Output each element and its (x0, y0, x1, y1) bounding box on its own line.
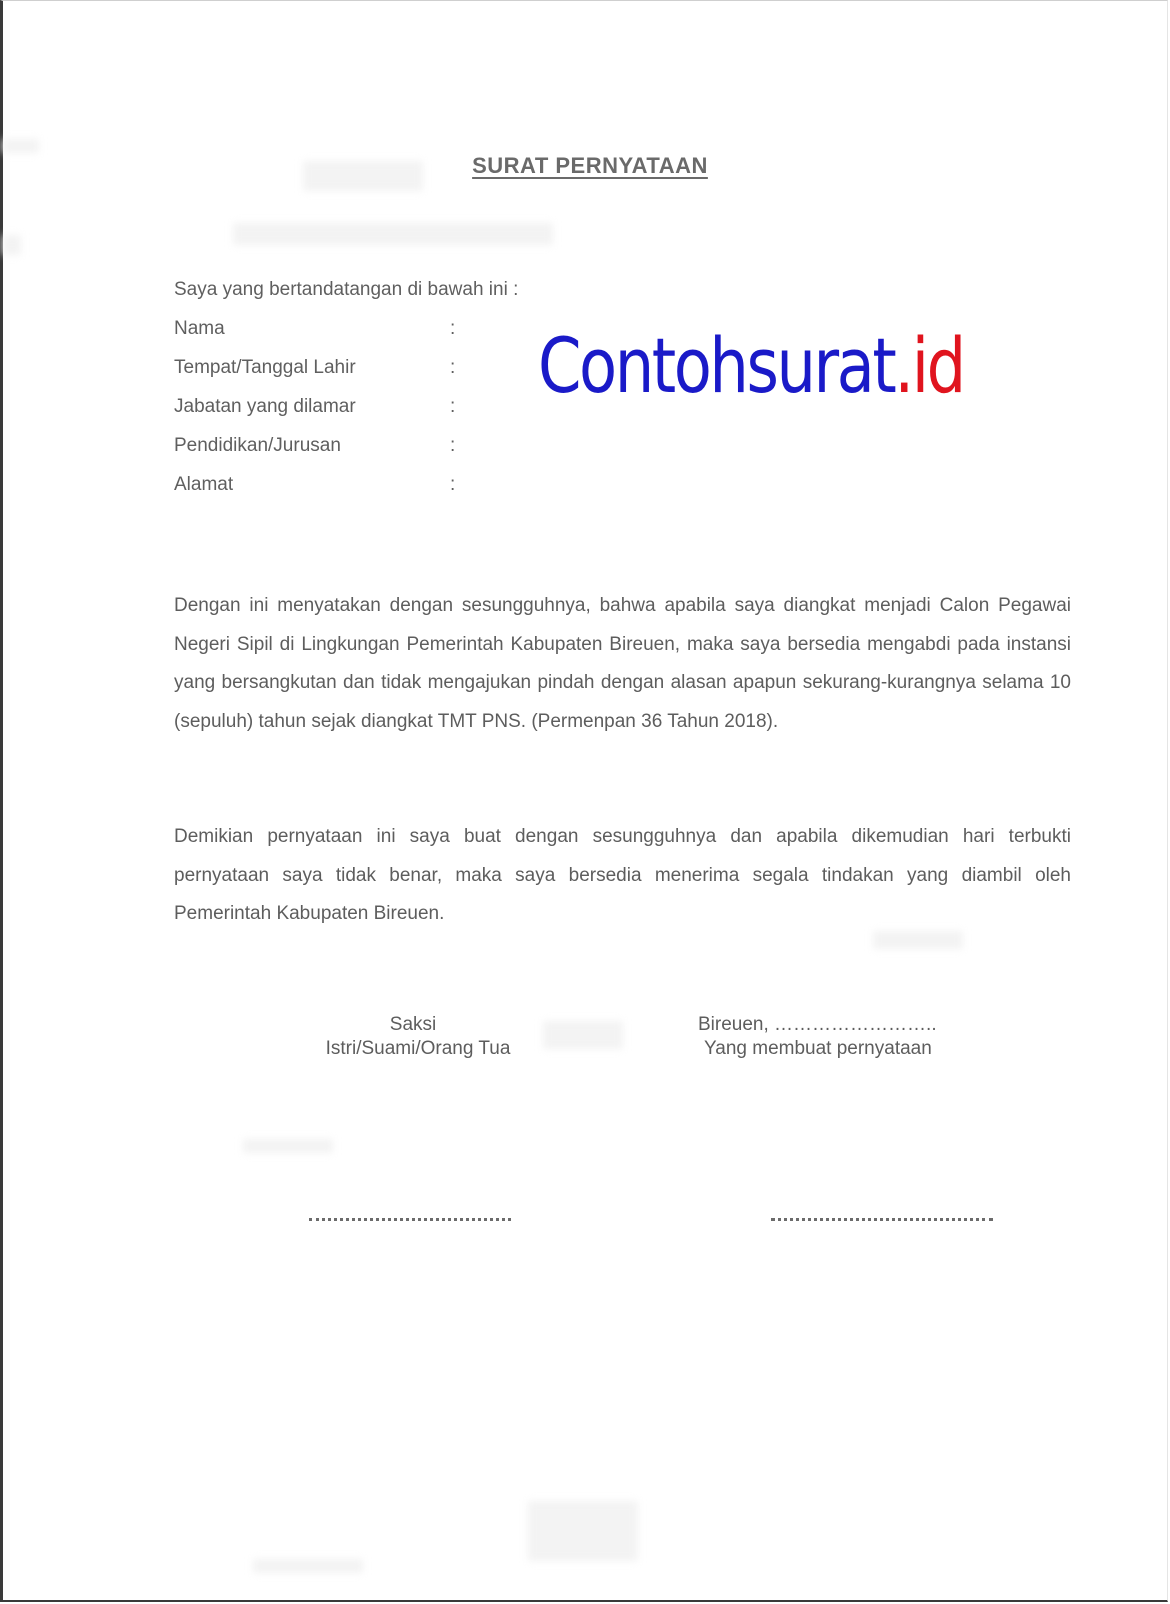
signature-line-right (771, 1218, 993, 1221)
watermark-tld: id (911, 321, 964, 410)
watermark-main: Contohsurat (538, 321, 895, 410)
field-pendidikan (174, 435, 464, 457)
closing-paragraph: Demikian pernyataan ini saya buat dengan sesungguhnya dan apabila dikemudian hari terbukti pernyataan saya tidak benar, maka saya bersedia menerima segala tindakan yang diambil oleh Pemerintah Kabupaten Bireuen. (174, 826, 1071, 924)
field-colon: : (450, 396, 456, 417)
signature-line-left (309, 1218, 511, 1221)
field-colon: : (450, 357, 456, 378)
scan-smudge (243, 1139, 333, 1153)
scan-smudge (233, 223, 553, 245)
signature-left-relation: Istri/Suami/Orang Tua (325, 1038, 511, 1059)
watermark-logo (538, 321, 964, 410)
field-tempat-tanggal-lahir (174, 357, 464, 379)
field-colon: : (450, 318, 456, 339)
statement-paragraph: Dengan ini menyatakan dengan sesungguhnya, bahwa apabila saya diangkat menjadi Calon Pegawai Negeri Sipil di Lingkungan Pemerintah Kabupaten Bireuen, maka saya bersedia mengabdi pada instansi yang bersangkutan dan tidak mengajukan pindah dengan alasan apapun sekurang-kurangnya selama 10 (sepuluh) tahun sejak diangkat TMT PNS. (Permenpan 36 Tahun 2018). (174, 595, 1071, 732)
scan-smudge (253, 1559, 363, 1573)
field-colon: : (450, 474, 456, 495)
field-label: Jabatan yang dilamar (174, 396, 356, 417)
signature-left (303, 1014, 533, 1060)
scan-smudge (528, 1501, 638, 1561)
document-title-text: SURAT PERNYATAAN (472, 153, 708, 178)
field-nama (174, 318, 464, 340)
field-label: Pendidikan/Jurusan (174, 435, 341, 456)
document-title (3, 153, 1167, 179)
signature-right-role: Yang membuat pernyataan (704, 1038, 932, 1059)
field-label: Tempat/Tanggal Lahir (174, 357, 356, 378)
field-label: Alamat (174, 474, 234, 495)
scan-smudge (3, 235, 21, 255)
field-alamat (174, 474, 464, 496)
signature-right-place-date: Bireuen, …………………….. (698, 1014, 937, 1035)
signature-left-role: Saksi (389, 1014, 437, 1035)
intro-line: Saya yang bertandatangan di bawah ini : (174, 279, 519, 300)
scan-smudge (543, 1021, 623, 1049)
scan-smudge (3, 139, 39, 153)
field-colon: : (450, 435, 456, 456)
watermark-dot: . (894, 321, 912, 410)
signature-right (698, 1014, 988, 1060)
field-label: Nama (174, 318, 225, 339)
field-jabatan (174, 396, 464, 418)
scan-smudge (873, 931, 963, 949)
